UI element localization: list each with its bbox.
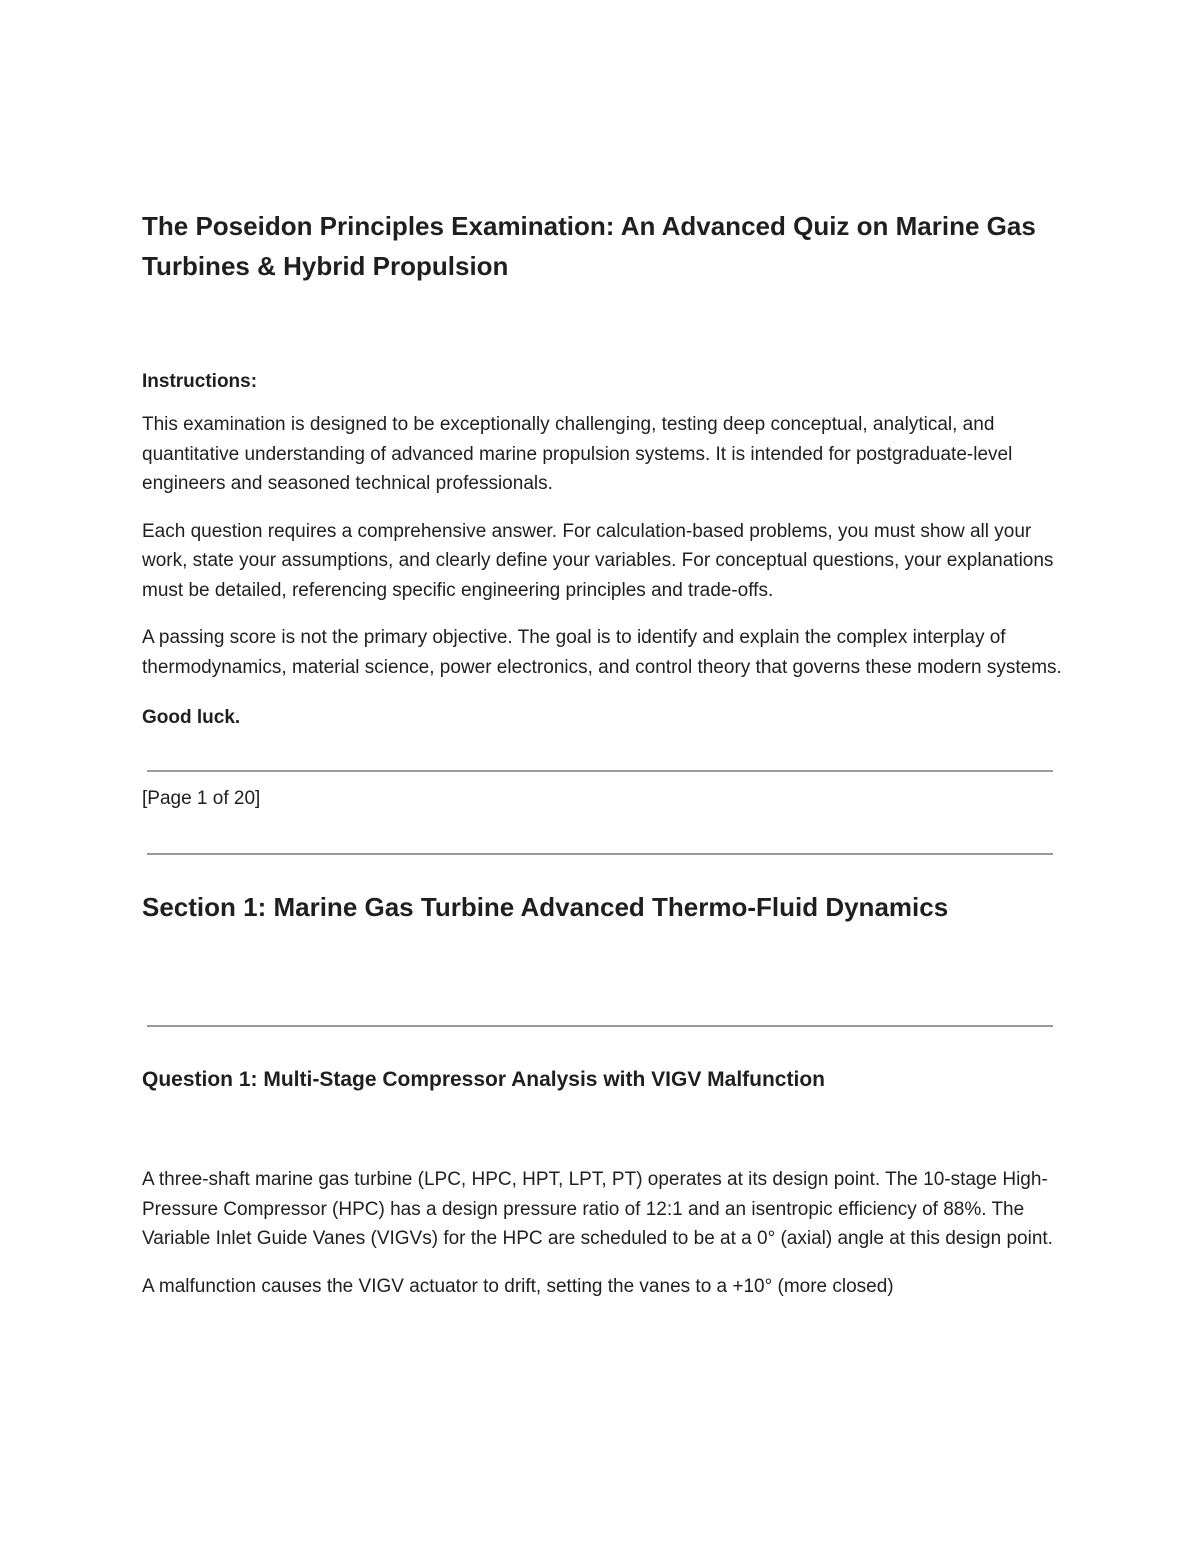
instructions-paragraph-2: Each question requires a comprehensive answer. For calculation-based problems, you must show all your work, state your assumptions, and clearly define your variables. For conceptual questions, your explanations must be detailed, referencing specific engineering principles and trade-offs. (142, 520, 1054, 601)
question-heading: Question 1: Multi-Stage Compressor Analysis with VIGV Malfunction (142, 1068, 825, 1091)
horizontal-divider (147, 1025, 1053, 1027)
closing-remark: Good luck. (142, 707, 241, 728)
instructions-label: Instructions: (142, 371, 258, 392)
instructions-paragraph-3: A passing score is not the primary objective. The goal is to identify and explain the complex interplay of thermodynamics, material science, power electronics, and control theory that governs these modern systems. (142, 627, 1062, 678)
question-paragraph-1: A three-shaft marine gas turbine (LPC, HPC, HPT, LPT, PT) operates at its design point. The 10-stage High-Pressure Compressor (HPC) has a design pressure ratio of 12:1 and an isentropic efficiency of 88%. The Variable Inlet Guide Vanes (VIGVs) for the HPC are scheduled to be at a 0° (axial) angle at this design point. (142, 1169, 1053, 1249)
horizontal-divider (147, 853, 1053, 855)
section-heading: Section 1: Marine Gas Turbine Advanced Thermo-Fluid Dynamics (142, 892, 949, 922)
document-title: The Poseidon Principles Examination: An Advanced Quiz on Marine Gas Turbines & Hybrid Propulsion (142, 211, 1036, 281)
horizontal-divider (147, 770, 1053, 772)
page-indicator: [Page 1 of 20] (142, 788, 261, 809)
instructions-paragraph-1: This examination is designed to be exceptionally challenging, testing deep conceptual, analytical, and quantitative understanding of advanced marine propulsion systems. It is intended for postgraduate-level engineers and seasoned technical professionals. (142, 414, 1013, 494)
question-paragraph-2: A malfunction causes the VIGV actuator to drift, setting the vanes to a +10° (more closed) (142, 1275, 894, 1297)
document-content (142, 206, 1062, 1301)
